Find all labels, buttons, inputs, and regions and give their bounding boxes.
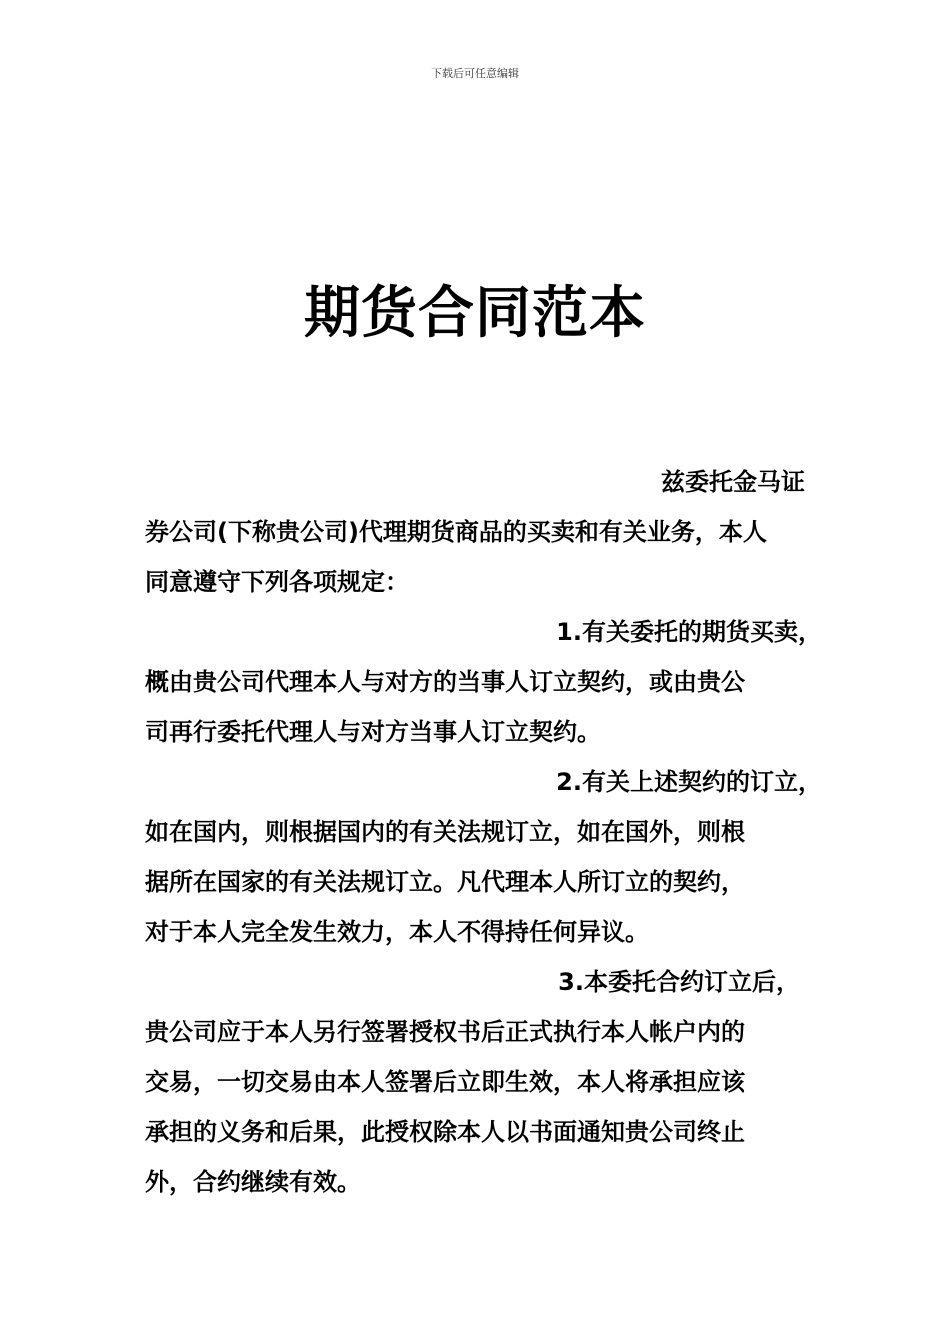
body-line-15: 外，合约继续有效。 [145,1168,361,1196]
clause-1-heading: 1.有关委托的期货买卖， [556,618,822,646]
body-line-2: 券公司(下称贵公司)代理期货商品的买卖和有关业务，本人 [145,518,767,546]
body-line-10: 对于本人完全发生效力，本人不得持任何异议。 [145,918,649,946]
body-line-14: 承担的义务和后果，此授权除本人以书面通知贵公司终止 [145,1118,745,1146]
body-line-9: 据所在国家的有关法规订立。凡代理本人所订立的契约， [145,868,745,896]
body-line-5: 概由贵公司代理本人与对方的当事人订立契约，或由贵公 [145,668,745,696]
clause-2-heading: 2.有关上述契约的订立， [556,768,822,796]
body-line-3: 同意遵守下列各项规定： [145,568,409,596]
body-line-8: 如在国内，则根据国内的有关法规订立，如在国外，则根 [145,818,745,846]
body-line-12: 贵公司应于本人另行签署授权书后正式执行本人帐户内的 [145,1018,745,1046]
document-title: 期货合同范本 [304,281,646,346]
body-line-1: 兹委托金马证 [661,468,805,496]
body-line-13: 交易，一切交易由本人签署后立即生效，本人将承担应该 [145,1068,745,1096]
clause-3-heading: 3.本委托合约订立后， [558,968,800,996]
body-line-6: 司再行委托代理人与对方当事人订立契约。 [145,718,601,746]
page-header: 下载后可任意编辑 [431,67,519,80]
